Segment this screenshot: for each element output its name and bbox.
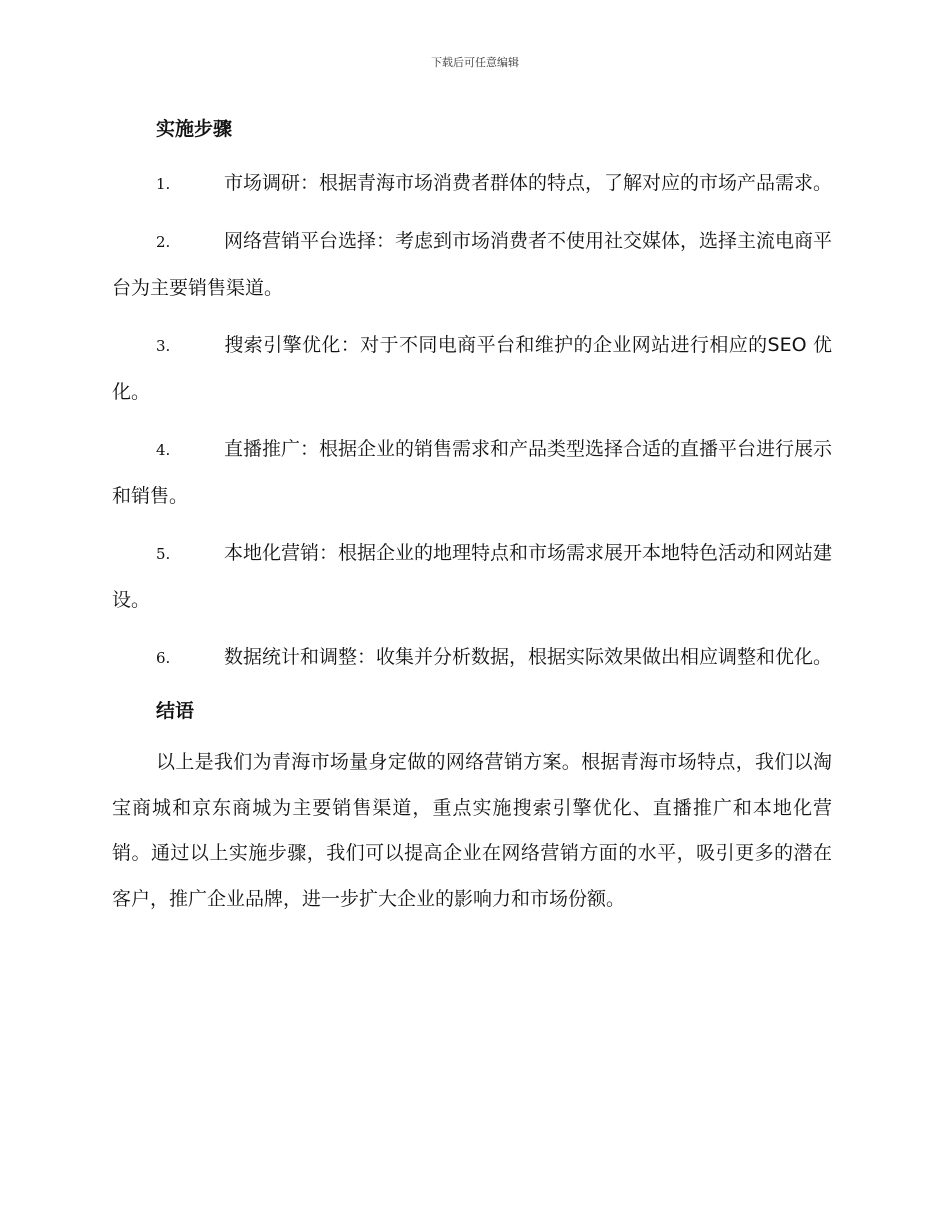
- section-heading: 实施步骤: [156, 118, 233, 140]
- step-item-3: [112, 322, 832, 415]
- header-note: 下载后可任意编辑: [431, 56, 519, 69]
- step-text: 市场调研：根据青海市场消费者群体的特点，了解对应的市场产品需求。: [224, 172, 833, 194]
- step-text: 直播推广：根据企业的销售需求和产品类型选择合适的直播平台进行展示和销售。: [112, 438, 833, 507]
- step-text: 数据统计和调整：收集并分析数据，根据实际效果做出相应调整和优化。: [224, 646, 833, 668]
- step-item-6: [112, 634, 832, 681]
- closing-paragraph: 以上是我们为青海市场量身定做的网络营销方案。根据青海市场特点，我们以淘宝商城和京东商城为主要销售渠道，重点实施搜索引擎优化、直播推广和本地化营销。通过以上实施步骤，我们可以提高企业在网络营销方面的水平，吸引更多的潜在客户，推广企业品牌，进一步扩大企业的影响力和市场份额。: [112, 751, 832, 910]
- step-number: 2.: [156, 233, 171, 251]
- step-number: 3.: [156, 337, 171, 355]
- closing-heading: 结语: [156, 700, 195, 722]
- step-item-4: [112, 426, 832, 519]
- document-body: [112, 110, 832, 922]
- step-text: 搜索引擎优化：对于不同电商平台和维护的企业网站进行相应的SEO 优化。: [112, 334, 832, 403]
- steps-list: [112, 160, 832, 681]
- step-number: 4.: [156, 441, 171, 459]
- step-text: 本地化营销：根据企业的地理特点和市场需求展开本地特色活动和网站建设。: [112, 542, 833, 611]
- step-number: 6.: [156, 649, 171, 667]
- step-item-1: [112, 160, 832, 207]
- step-item-2: [112, 218, 832, 311]
- step-item-5: [112, 530, 832, 623]
- step-text: 网络营销平台选择：考虑到市场消费者不使用社交媒体，选择主流电商平台为主要销售渠道。: [112, 230, 833, 299]
- step-number: 1.: [156, 175, 171, 193]
- step-number: 5.: [156, 545, 171, 563]
